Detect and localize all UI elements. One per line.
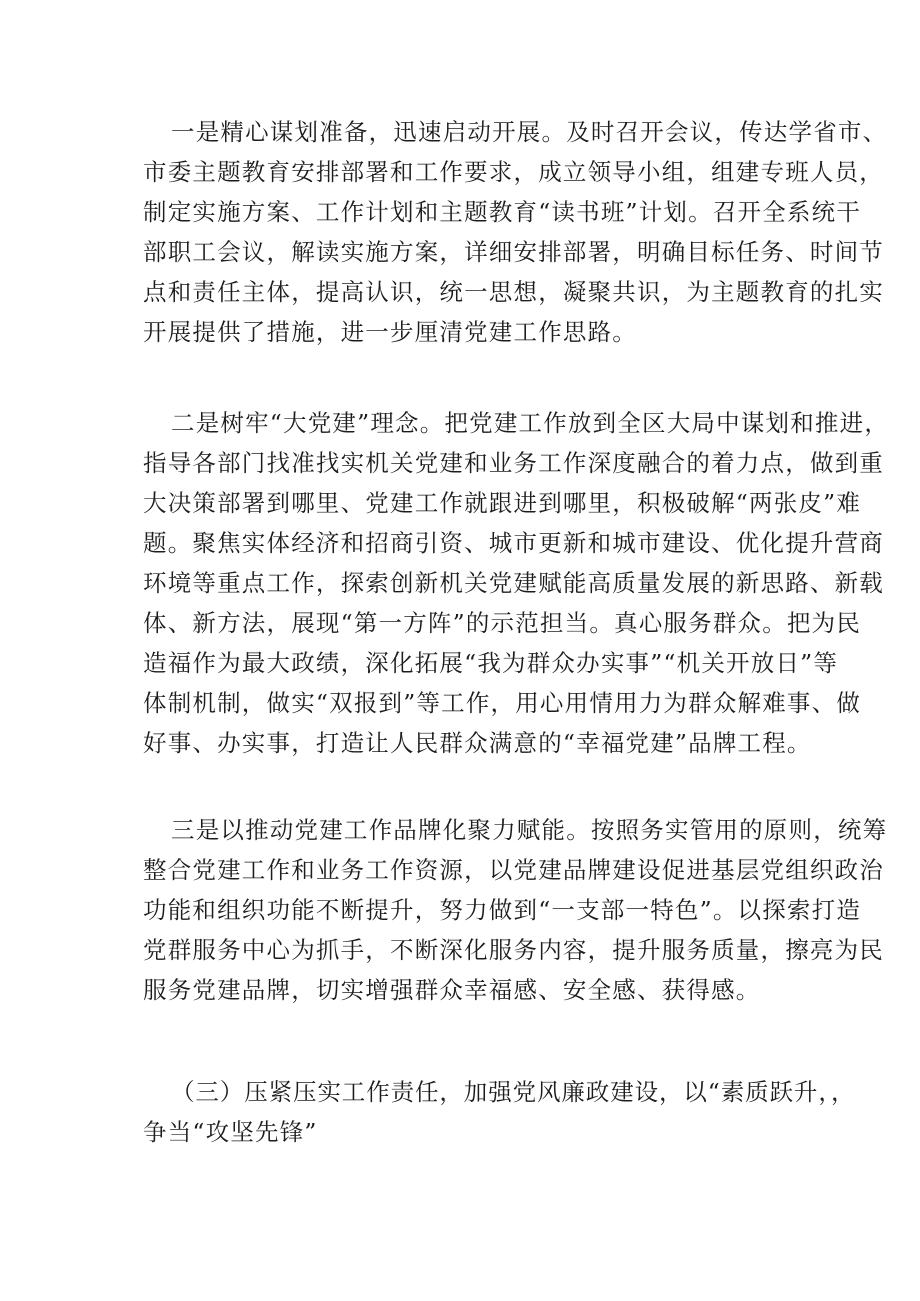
- text-line: 制定实施方案、工作计划和主题教育“读书班”计划。召开全系统干: [143, 198, 862, 226]
- paragraph-2: [143, 403, 890, 763]
- text-line: 争当“攻坚先锋”: [143, 1118, 318, 1146]
- text-line: 市委主题教育安排部署和工作要求，成立领导小组，组建专班人员，: [143, 158, 884, 186]
- text-line: 造福作为最大政绩，深化拓展“我为群众办实事”“机关开放日”等: [143, 649, 839, 677]
- text-line: 题。聚焦实体经济和招商引资、城市更新和城市建设、优化提升营商: [143, 529, 884, 557]
- text-line: 整合党建工作和业务工作资源，以党建品牌建设促进基层党组织政治: [143, 856, 884, 884]
- text-line: 服务党建品牌，切实增强群众幸福感、安全感、获得感。: [143, 976, 761, 1004]
- text-line: 三是以推动党建工作品牌化聚力赋能。按照务实管用的原则，统筹: [171, 816, 888, 844]
- paragraph-3: [143, 810, 888, 1010]
- text-line: 二是树牢“大党建”理念。把党建工作放到全区大局中谋划和推进，: [171, 409, 890, 437]
- text-line: 功能和组织功能不断提升，努力做到“一支部一特色”。以探索打造: [143, 896, 862, 924]
- text-line: 体制机制，做实“双报到”等工作，用心用情用力为群众解难事、做: [143, 689, 862, 717]
- text-line: 开展提供了措施，进一步厘清党建工作思路。: [143, 318, 637, 346]
- text-line: 党群服务中心为抓手，不断深化服务内容，提升服务质量，擦亮为民: [143, 936, 884, 964]
- text-line: 大决策部署到哪里、党建工作就跟进到哪里，积极破解“两张皮”难: [143, 489, 862, 517]
- text-line: 点和责任主体，提高认识，统一思想，凝聚共识，为主题教育的扎实: [143, 278, 884, 306]
- text-line: 部职工会议，解读实施方案，详细安排部署，明确目标任务、时间节: [143, 238, 884, 266]
- text-line: 一是精心谋划准备，迅速启动开展。及时召开会议，传达学省市、: [171, 118, 888, 146]
- paragraph-1: [143, 112, 888, 352]
- text-line: 指导各部门找准找实机关党建和业务工作深度融合的着力点，做到重: [143, 449, 884, 477]
- section-heading-3: [143, 1072, 856, 1152]
- text-line: 好事、办实事，打造让人民群众满意的“幸福党建”品牌工程。: [143, 729, 812, 757]
- text-line: 环境等重点工作，探索创新机关党建赋能高质量发展的新思路、新载: [143, 569, 884, 597]
- text-line: （三）压紧压实工作责任，加强党风廉政建设，以“素质跃升，，: [171, 1078, 856, 1106]
- text-line: 体、新方法，展现“第一方阵”的示范担当。真心服务群众。把为民: [143, 609, 862, 637]
